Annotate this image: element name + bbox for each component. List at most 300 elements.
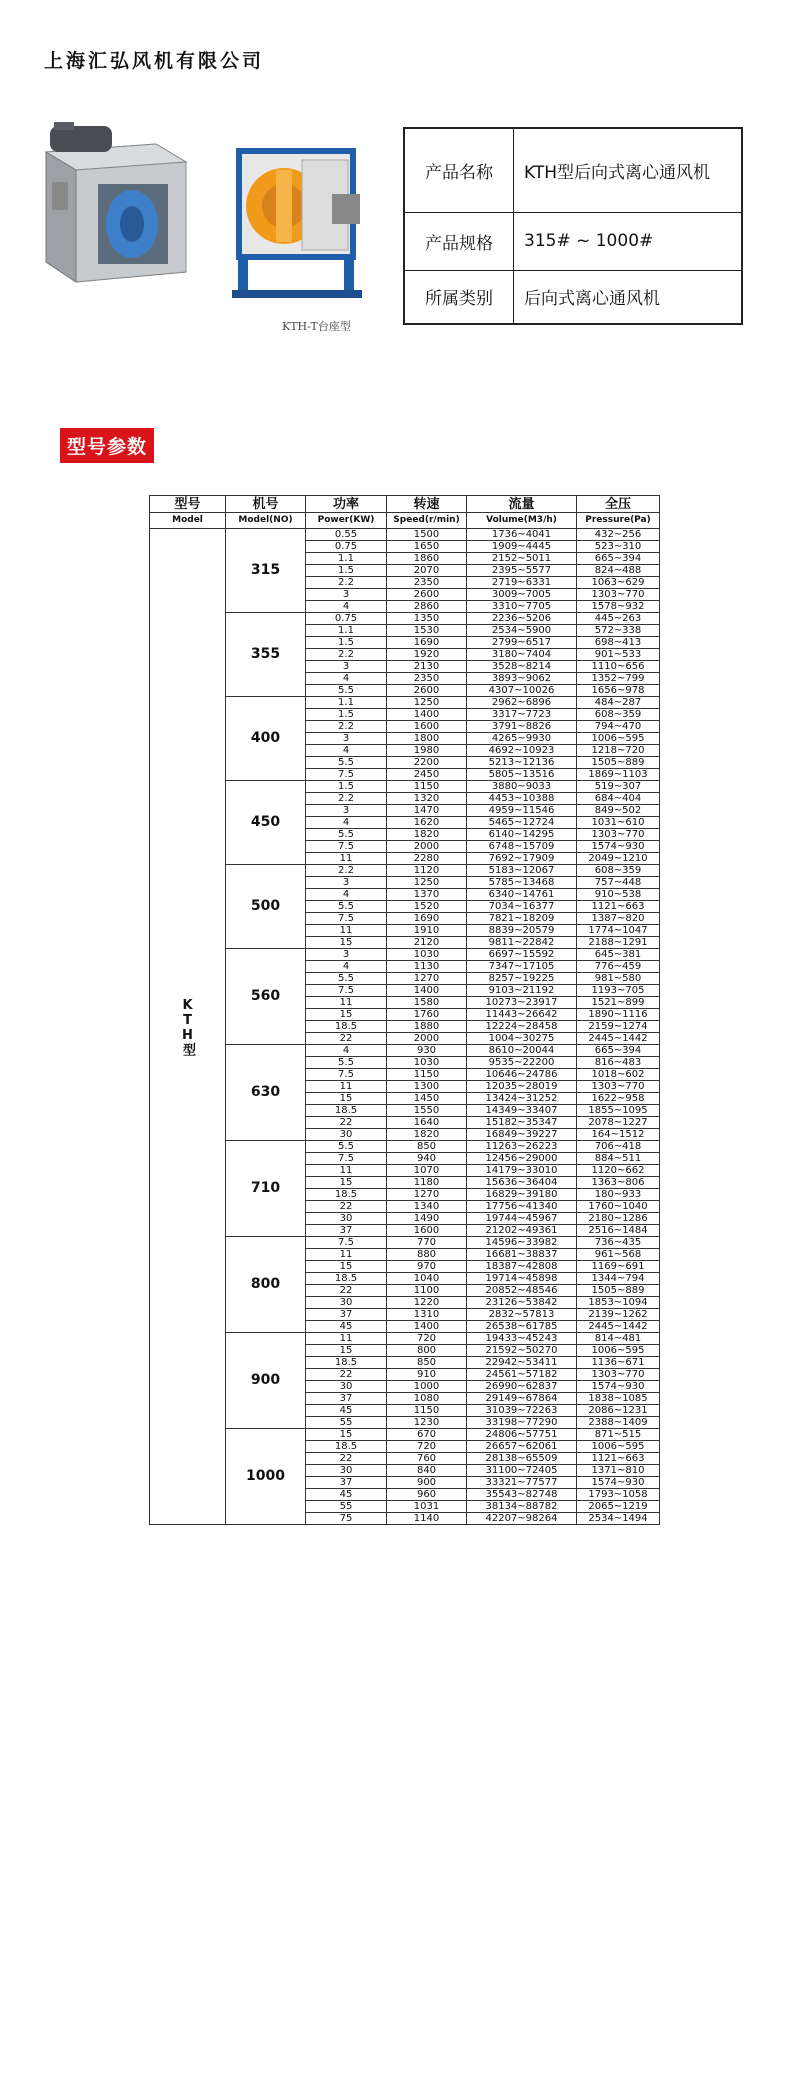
power-cell: 15 [306,1177,387,1189]
power-cell: 11 [306,1081,387,1093]
volume-cell: 10646~24786 [467,1069,577,1081]
header-cn: 型号 [150,496,226,513]
volume-cell: 5465~12724 [467,817,577,829]
speed-cell: 1920 [387,649,467,661]
power-cell: 2.2 [306,649,387,661]
volume-cell: 38134~88782 [467,1501,577,1513]
speed-cell: 1270 [387,973,467,985]
power-cell: 2.2 [306,793,387,805]
power-cell: 2.2 [306,577,387,589]
pressure-cell: 1031~610 [577,817,660,829]
power-cell: 7.5 [306,985,387,997]
speed-cell: 840 [387,1465,467,1477]
speed-cell: 1310 [387,1309,467,1321]
pressure-cell: 645~381 [577,949,660,961]
speed-cell: 800 [387,1345,467,1357]
speed-cell: 850 [387,1357,467,1369]
model-no-cell: 560 [226,949,306,1045]
info-row-spec [404,212,742,270]
pressure-cell: 814~481 [577,1333,660,1345]
info-row-category [404,270,742,324]
table-row [150,1429,660,1441]
power-cell: 30 [306,1465,387,1477]
volume-cell: 3893~9062 [467,673,577,685]
speed-cell: 1300 [387,1081,467,1093]
volume-cell: 6140~14295 [467,829,577,841]
speed-cell: 2070 [387,565,467,577]
speed-cell: 2350 [387,577,467,589]
header-en: Model(NO) [226,513,306,529]
pressure-cell: 1363~806 [577,1177,660,1189]
speed-cell: 1100 [387,1285,467,1297]
pressure-cell: 1521~899 [577,997,660,1009]
volume-cell: 28138~65509 [467,1453,577,1465]
power-cell: 3 [306,949,387,961]
pressure-cell: 1303~770 [577,1369,660,1381]
power-cell: 7.5 [306,913,387,925]
volume-cell: 8839~20579 [467,925,577,937]
speed-cell: 930 [387,1045,467,1057]
header-row-cn [150,496,660,513]
pressure-cell: 2388~1409 [577,1417,660,1429]
power-cell: 1.5 [306,565,387,577]
volume-cell: 12224~28458 [467,1021,577,1033]
speed-cell: 1040 [387,1273,467,1285]
pressure-cell: 1574~930 [577,841,660,853]
volume-cell: 8610~20044 [467,1045,577,1057]
pressure-cell: 1121~663 [577,901,660,913]
speed-cell: 850 [387,1141,467,1153]
power-cell: 22 [306,1033,387,1045]
speed-cell: 940 [387,1153,467,1165]
power-cell: 1.5 [306,637,387,649]
volume-cell: 6340~14761 [467,889,577,901]
power-cell: 11 [306,1165,387,1177]
model-no-cell: 900 [226,1333,306,1429]
volume-cell: 3528~8214 [467,661,577,673]
table-row [150,529,660,541]
volume-cell: 4307~10026 [467,685,577,697]
volume-cell: 2152~5011 [467,553,577,565]
volume-cell: 29149~67864 [467,1393,577,1405]
power-cell: 1.1 [306,553,387,565]
pressure-cell: 1656~978 [577,685,660,697]
info-value: KTH型后向式离心通风机 [514,128,743,212]
pressure-cell: 1352~799 [577,673,660,685]
speed-cell: 910 [387,1369,467,1381]
power-cell: 4 [306,961,387,973]
volume-cell: 18387~42808 [467,1261,577,1273]
speed-cell: 1580 [387,997,467,1009]
pressure-cell: 849~502 [577,805,660,817]
pressure-cell: 1018~602 [577,1069,660,1081]
speed-cell: 2200 [387,757,467,769]
power-cell: 7.5 [306,841,387,853]
cabinet-fan-image [36,122,196,294]
volume-cell: 2719~6331 [467,577,577,589]
pressure-cell: 572~338 [577,625,660,637]
pressure-cell: 698~413 [577,637,660,649]
power-cell: 5.5 [306,973,387,985]
volume-cell: 35543~82748 [467,1489,577,1501]
power-cell: 2.2 [306,865,387,877]
pressure-cell: 1760~1040 [577,1201,660,1213]
volume-cell: 33321~77577 [467,1477,577,1489]
volume-cell: 12035~28019 [467,1081,577,1093]
power-cell: 55 [306,1501,387,1513]
pressure-cell: 2049~1210 [577,853,660,865]
pressure-cell: 981~580 [577,973,660,985]
speed-cell: 1880 [387,1021,467,1033]
volume-cell: 7347~17105 [467,961,577,973]
speed-cell: 1650 [387,541,467,553]
volume-cell: 5805~13516 [467,769,577,781]
power-cell: 5.5 [306,901,387,913]
power-cell: 15 [306,1429,387,1441]
pressure-cell: 1303~770 [577,1081,660,1093]
pressure-cell: 961~568 [577,1249,660,1261]
speed-cell: 900 [387,1477,467,1489]
volume-cell: 26990~62837 [467,1381,577,1393]
volume-cell: 7821~18209 [467,913,577,925]
pressure-cell: 1387~820 [577,913,660,925]
pressure-cell: 1505~889 [577,1285,660,1297]
model-no-cell: 355 [226,613,306,697]
speed-cell: 1070 [387,1165,467,1177]
pressure-cell: 2516~1484 [577,1225,660,1237]
power-cell: 1.1 [306,697,387,709]
volume-cell: 5183~12067 [467,865,577,877]
pressure-cell: 608~359 [577,865,660,877]
power-cell: 3 [306,589,387,601]
pressure-cell: 1344~794 [577,1273,660,1285]
pressure-cell: 2534~1494 [577,1513,660,1525]
speed-cell: 1470 [387,805,467,817]
speed-cell: 1250 [387,877,467,889]
power-cell: 11 [306,1333,387,1345]
power-cell: 22 [306,1285,387,1297]
speed-cell: 1860 [387,553,467,565]
volume-cell: 17756~41340 [467,1201,577,1213]
power-cell: 3 [306,805,387,817]
volume-cell: 9535~22200 [467,1057,577,1069]
model-no-cell: 400 [226,697,306,781]
pressure-cell: 1838~1085 [577,1393,660,1405]
pressure-cell: 901~533 [577,649,660,661]
volume-cell: 6697~15592 [467,949,577,961]
volume-cell: 14179~33010 [467,1165,577,1177]
pressure-cell: 2180~1286 [577,1213,660,1225]
speed-cell: 1080 [387,1393,467,1405]
power-cell: 5.5 [306,757,387,769]
volume-cell: 1736~4041 [467,529,577,541]
speed-cell: 1450 [387,1093,467,1105]
speed-cell: 1030 [387,949,467,961]
volume-cell: 21202~49361 [467,1225,577,1237]
power-cell: 15 [306,1093,387,1105]
speed-cell: 2600 [387,589,467,601]
pressure-cell: 608~359 [577,709,660,721]
speed-cell: 1620 [387,817,467,829]
power-cell: 7.5 [306,1237,387,1249]
pressure-cell: 2078~1227 [577,1117,660,1129]
volume-cell: 14596~33982 [467,1237,577,1249]
power-cell: 3 [306,877,387,889]
info-label: 产品名称 [404,128,514,212]
power-cell: 5.5 [306,1141,387,1153]
volume-cell: 9811~22842 [467,937,577,949]
power-cell: 7.5 [306,1153,387,1165]
power-cell: 55 [306,1417,387,1429]
header-en: Model [150,513,226,529]
power-cell: 45 [306,1405,387,1417]
volume-cell: 3880~9033 [467,781,577,793]
pressure-cell: 1371~810 [577,1465,660,1477]
speed-cell: 1910 [387,925,467,937]
power-cell: 18.5 [306,1273,387,1285]
power-cell: 22 [306,1369,387,1381]
pressure-cell: 684~404 [577,793,660,805]
speed-cell: 670 [387,1429,467,1441]
volume-cell: 1004~30275 [467,1033,577,1045]
power-cell: 4 [306,673,387,685]
company-name: 上海汇弘风机有限公司 [44,50,265,72]
volume-cell: 19714~45898 [467,1273,577,1285]
power-cell: 5.5 [306,829,387,841]
speed-cell: 1250 [387,697,467,709]
power-cell: 18.5 [306,1105,387,1117]
volume-cell: 11263~26223 [467,1141,577,1153]
info-label: 所属类别 [404,270,514,324]
speed-cell: 2860 [387,601,467,613]
power-cell: 4 [306,889,387,901]
volume-cell: 2395~5577 [467,565,577,577]
volume-cell: 2799~6517 [467,637,577,649]
pressure-cell: 164~1512 [577,1129,660,1141]
pressure-cell: 445~263 [577,613,660,625]
volume-cell: 3310~7705 [467,601,577,613]
pressure-cell: 1136~671 [577,1357,660,1369]
speed-cell: 1031 [387,1501,467,1513]
volume-cell: 5785~13468 [467,877,577,889]
model-no-cell: 1000 [226,1429,306,1525]
speed-cell: 2000 [387,1033,467,1045]
pressure-cell: 2065~1219 [577,1501,660,1513]
model-no-cell: 710 [226,1141,306,1237]
volume-cell: 3009~7005 [467,589,577,601]
model-no-cell: 800 [226,1237,306,1333]
power-cell: 18.5 [306,1189,387,1201]
power-cell: 4 [306,817,387,829]
pressure-cell: 2445~1442 [577,1033,660,1045]
power-cell: 15 [306,1009,387,1021]
speed-cell: 1980 [387,745,467,757]
table-row [150,1333,660,1345]
pressure-cell: 776~459 [577,961,660,973]
pressure-cell: 1855~1095 [577,1105,660,1117]
power-cell: 7.5 [306,1069,387,1081]
volume-cell: 4265~9930 [467,733,577,745]
speed-cell: 1150 [387,1069,467,1081]
speed-cell: 1150 [387,781,467,793]
image-caption: KTH-T台座型 [282,320,351,333]
pressure-cell: 2188~1291 [577,937,660,949]
pressure-cell: 910~538 [577,889,660,901]
pressure-cell: 665~394 [577,1045,660,1057]
volume-cell: 20852~48546 [467,1285,577,1297]
volume-cell: 19744~45967 [467,1213,577,1225]
power-cell: 5.5 [306,685,387,697]
volume-cell: 2832~57813 [467,1309,577,1321]
section-title: 型号参数 [60,428,154,463]
volume-cell: 10273~23917 [467,997,577,1009]
power-cell: 5.5 [306,1057,387,1069]
table-row [150,781,660,793]
speed-cell: 1130 [387,961,467,973]
model-no-cell: 500 [226,865,306,949]
power-cell: 30 [306,1381,387,1393]
volume-cell: 31100~72405 [467,1465,577,1477]
table-row [150,1045,660,1057]
power-cell: 30 [306,1129,387,1141]
product-info-table [403,127,743,325]
power-cell: 18.5 [306,1021,387,1033]
pressure-cell: 523~310 [577,541,660,553]
pressure-cell: 757~448 [577,877,660,889]
power-cell: 18.5 [306,1357,387,1369]
pressure-cell: 736~435 [577,1237,660,1249]
volume-cell: 4959~11546 [467,805,577,817]
pressure-cell: 1890~1116 [577,1009,660,1021]
volume-cell: 24806~57751 [467,1429,577,1441]
power-cell: 1.5 [306,781,387,793]
pressure-cell: 2139~1262 [577,1309,660,1321]
speed-cell: 1820 [387,1129,467,1141]
pressure-cell: 1869~1103 [577,769,660,781]
model-no-cell: 630 [226,1045,306,1141]
speed-cell: 2120 [387,937,467,949]
power-cell: 30 [306,1297,387,1309]
volume-cell: 14349~33407 [467,1105,577,1117]
power-cell: 0.75 [306,541,387,553]
speed-cell: 2280 [387,853,467,865]
header-cn: 流量 [467,496,577,513]
speed-cell: 1800 [387,733,467,745]
volume-cell: 1909~4445 [467,541,577,553]
power-cell: 4 [306,745,387,757]
volume-cell: 3791~8826 [467,721,577,733]
model-no-cell: 315 [226,529,306,613]
table-row [150,1141,660,1153]
table-row [150,1237,660,1249]
pressure-cell: 1121~663 [577,1453,660,1465]
power-cell: 37 [306,1477,387,1489]
pressure-cell: 1774~1047 [577,925,660,937]
volume-cell: 12456~29000 [467,1153,577,1165]
power-cell: 75 [306,1513,387,1525]
power-cell: 15 [306,1261,387,1273]
power-cell: 15 [306,1345,387,1357]
speed-cell: 1370 [387,889,467,901]
speed-cell: 1230 [387,1417,467,1429]
speed-cell: 1690 [387,637,467,649]
power-cell: 37 [306,1225,387,1237]
speed-cell: 1600 [387,721,467,733]
volume-cell: 2962~6896 [467,697,577,709]
speed-cell: 720 [387,1333,467,1345]
power-cell: 4 [306,1045,387,1057]
pressure-cell: 432~256 [577,529,660,541]
volume-cell: 16829~39180 [467,1189,577,1201]
power-cell: 1.1 [306,625,387,637]
pressure-cell: 2159~1274 [577,1021,660,1033]
speed-cell: 1600 [387,1225,467,1237]
speed-cell: 1760 [387,1009,467,1021]
speed-cell: 1490 [387,1213,467,1225]
speed-cell: 1690 [387,913,467,925]
volume-cell: 4692~10923 [467,745,577,757]
spec-table [149,495,660,1525]
volume-cell: 15636~36404 [467,1177,577,1189]
volume-cell: 3180~7404 [467,649,577,661]
pressure-cell: 665~394 [577,553,660,565]
pressure-cell: 794~470 [577,721,660,733]
volume-cell: 8257~19225 [467,973,577,985]
pressure-cell: 1303~770 [577,589,660,601]
speed-cell: 970 [387,1261,467,1273]
header-row-en [150,513,660,529]
speed-cell: 1530 [387,625,467,637]
speed-cell: 1220 [387,1297,467,1309]
pressure-cell: 1793~1058 [577,1489,660,1501]
speed-cell: 1400 [387,1321,467,1333]
pressure-cell: 1063~629 [577,577,660,589]
speed-cell: 1500 [387,529,467,541]
volume-cell: 6748~15709 [467,841,577,853]
pressure-cell: 484~287 [577,697,660,709]
pressure-cell: 1505~889 [577,757,660,769]
volume-cell: 24561~57182 [467,1369,577,1381]
power-cell: 22 [306,1453,387,1465]
volume-cell: 9103~21192 [467,985,577,997]
volume-cell: 11443~26642 [467,1009,577,1021]
speed-cell: 1320 [387,793,467,805]
speed-cell: 1000 [387,1381,467,1393]
pressure-cell: 706~418 [577,1141,660,1153]
pressure-cell: 1193~705 [577,985,660,997]
volume-cell: 21592~50270 [467,1345,577,1357]
base-fan-image [232,140,366,300]
speed-cell: 1030 [387,1057,467,1069]
power-cell: 3 [306,661,387,673]
power-cell: 22 [306,1117,387,1129]
power-cell: 11 [306,925,387,937]
speed-cell: 1520 [387,901,467,913]
pressure-cell: 1006~595 [577,1345,660,1357]
pressure-cell: 180~933 [577,1189,660,1201]
speed-cell: 1400 [387,985,467,997]
volume-cell: 22942~53411 [467,1357,577,1369]
speed-cell: 1640 [387,1117,467,1129]
table-row [150,613,660,625]
power-cell: 15 [306,937,387,949]
speed-cell: 1350 [387,613,467,625]
volume-cell: 26538~61785 [467,1321,577,1333]
pressure-cell: 2445~1442 [577,1321,660,1333]
pressure-cell: 2086~1231 [577,1405,660,1417]
info-value: 后向式离心通风机 [514,270,743,324]
power-cell: 18.5 [306,1441,387,1453]
